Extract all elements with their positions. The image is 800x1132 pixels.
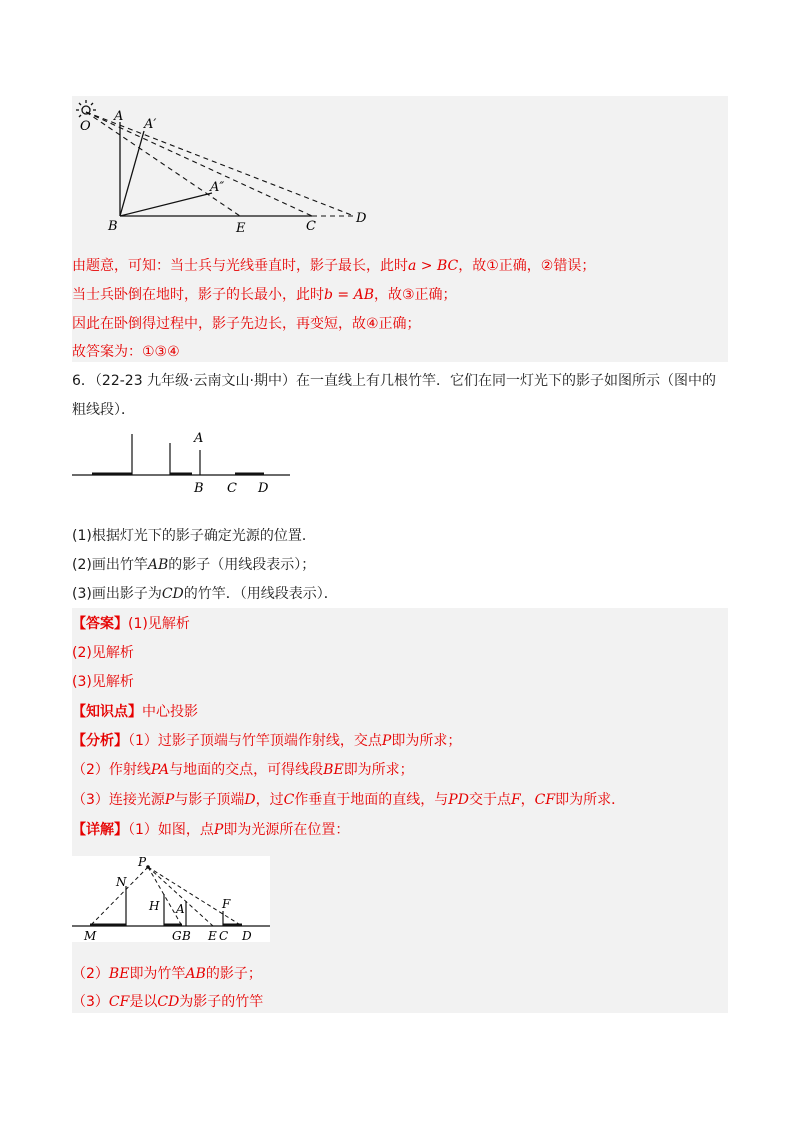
question-sub-2: (2)画出竹竿AB的影子（用线段表示）； xyxy=(72,557,316,573)
label-C: C xyxy=(219,929,229,943)
figure-bamboo-poles xyxy=(72,428,302,498)
solution-line-1: 由题意，可知：当士兵与光线垂直时，影子最长，此时a > BC，故①正确，②错误； xyxy=(72,258,596,274)
label-N: N xyxy=(116,875,127,889)
question-sub-3: (3)画出影子为CD的竹竿．（用线段表示）． xyxy=(72,586,338,602)
solution-line-3: 因此在卧倒得过程中，影子先边长，再变短，故④正确； xyxy=(72,316,421,332)
answer-line-3: (3)见解析 xyxy=(72,674,134,690)
label-A: A xyxy=(194,431,204,446)
answer-line-1: 【答案】(1)见解析 xyxy=(72,616,190,632)
label-B: B xyxy=(194,481,204,496)
analysis-line-1: 【分析】（1）过影子顶端与竹竿顶端作射线，交点P即为所求； xyxy=(72,733,462,749)
analysis-line-2: （2）作射线PA与地面的交点，可得线段BE即为所求； xyxy=(72,762,414,778)
label-C: C xyxy=(227,481,237,496)
detail-line-1: 【详解】（1）如图，点P即为光源所在位置： xyxy=(72,822,350,838)
label-B: B xyxy=(108,219,118,234)
label-P: P xyxy=(138,855,147,869)
figure-light-source xyxy=(72,856,272,942)
detail-line-2: （2）BE即为竹竿AB的影子； xyxy=(72,966,262,982)
knowledge-line: 【知识点】中心投影 xyxy=(72,704,198,720)
label-G: G xyxy=(172,929,182,943)
label-A2: A″ xyxy=(210,180,225,195)
answer-block xyxy=(72,608,728,1013)
label-A: A xyxy=(114,109,124,124)
label-F: F xyxy=(222,897,231,911)
label-C: C xyxy=(306,219,316,234)
label-B: B xyxy=(182,929,191,943)
label-A: A xyxy=(176,902,185,916)
figure-soldier-shadow xyxy=(72,98,382,238)
question-line-2: 粗线段）． xyxy=(72,402,135,418)
answer-line-2: (2)见解析 xyxy=(72,645,134,661)
label-O: O xyxy=(80,119,91,134)
solution-line-2: 当士兵卧倒在地时，影子的长最小，此时b = AB，故③正确； xyxy=(72,287,457,303)
label-D: D xyxy=(258,481,269,496)
solution-line-4: 故答案为：①③④ xyxy=(72,344,180,360)
label-E: E xyxy=(236,221,246,236)
label-D: D xyxy=(242,929,252,943)
analysis-line-3: （3）连接光源P与影子顶端D，过C作垂直于地面的直线，与PD交于点F，CF即为所求． xyxy=(72,792,626,808)
question-line-1: 6．（22-23 九年级·云南文山·期中）在一直线上有几根竹竿．它们在同一灯光下的影子如图所示（图中的 xyxy=(72,373,716,389)
label-D: D xyxy=(356,211,367,226)
label-A1: A′ xyxy=(144,117,157,132)
label-M: M xyxy=(84,929,97,943)
question-sub-1: (1)根据灯光下的影子确定光源的位置． xyxy=(72,528,316,544)
detail-line-3: （3）CF是以CD为影子的竹竿 xyxy=(72,994,264,1010)
label-H: H xyxy=(149,899,160,913)
label-E: E xyxy=(208,929,217,943)
